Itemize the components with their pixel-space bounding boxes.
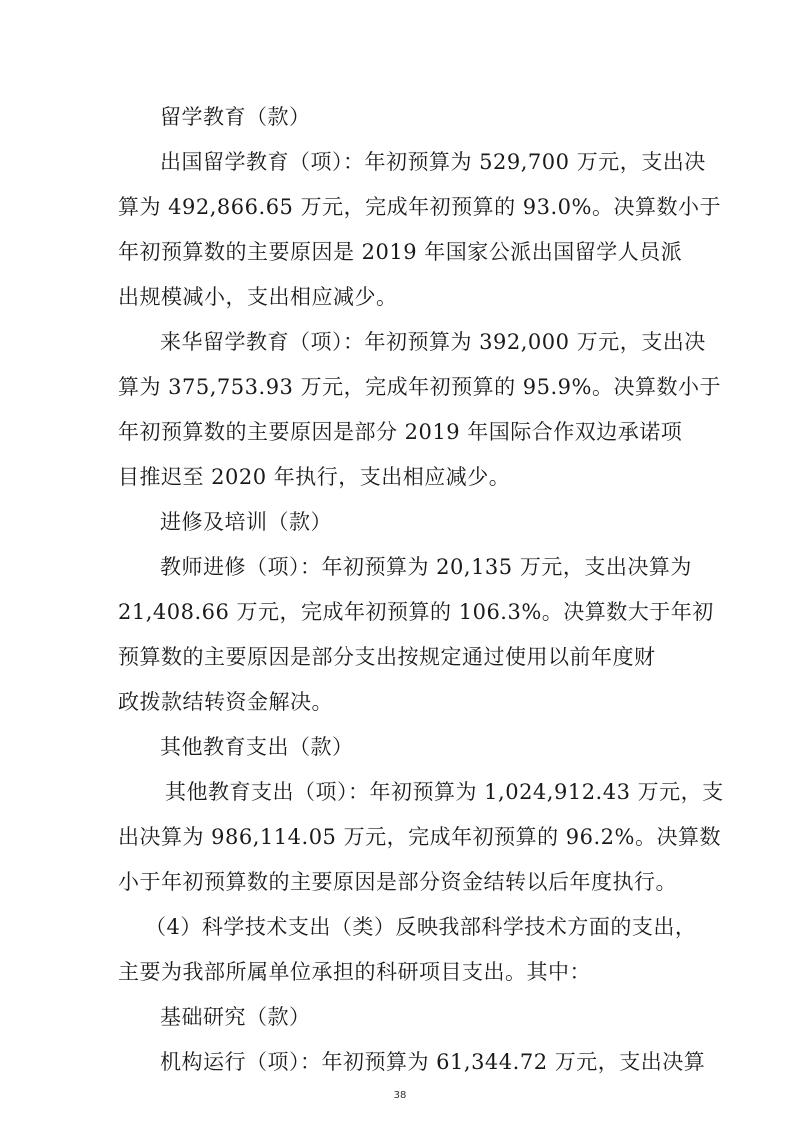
paragraph-line: 年初预算数的主要原因是部分 2019 年国际合作双边承诺项 bbox=[118, 420, 683, 444]
section-heading-training: 进修及培训（款） bbox=[160, 510, 332, 534]
paragraph-line: 机构运行（项）：年初预算为 61,344.72 万元，支出决算 bbox=[160, 1050, 706, 1074]
paragraph-line: 其他教育支出（项）：年初预算为 1,024,912.43 万元，支 bbox=[165, 780, 724, 804]
section-heading-other-education: 其他教育支出（款） bbox=[160, 735, 354, 759]
paragraph-line: 政拨款结转资金解决。 bbox=[118, 690, 333, 714]
paragraph-line: 预算数的主要原因是部分支出按规定通过使用以前年度财 bbox=[118, 645, 656, 669]
section-heading-study-abroad: 留学教育（款） bbox=[160, 105, 311, 129]
section-heading-basic-research: 基础研究（款） bbox=[160, 1005, 311, 1029]
paragraph-line: 21,408.66 万元，完成年初预算的 106.3%。决算数大于年初 bbox=[118, 600, 714, 624]
paragraph-line: 教师进修（项）：年初预算为 20,135 万元，支出决算为 bbox=[160, 555, 692, 579]
paragraph-line: 出决算为 986,114.05 万元，完成年初预算的 96.2%。决算数 bbox=[118, 825, 721, 849]
paragraph-line: 目推迟至 2020 年执行，支出相应减少。 bbox=[118, 465, 511, 489]
paragraph-line: 算为 492,866.65 万元，完成年初预算的 93.0%。决算数小于 bbox=[118, 195, 721, 219]
paragraph-line-science: （4）科学技术支出（类）反映我部科学技术方面的支出， bbox=[145, 915, 697, 939]
paragraph-line: 来华留学教育（项）：年初预算为 392,000 万元，支出决 bbox=[160, 330, 706, 354]
paragraph-line: 主要为我部所属单位承担的科研项目支出。其中： bbox=[118, 960, 591, 984]
page-number: 38 bbox=[393, 1090, 407, 1101]
paragraph-line: 小于年初预算数的主要原因是部分资金结转以后年度执行。 bbox=[118, 870, 677, 894]
paragraph-line: 出国留学教育（项）：年初预算为 529,700 万元，支出决 bbox=[160, 150, 706, 174]
paragraph-line: 算为 375,753.93 万元，完成年初预算的 95.9%。决算数小于 bbox=[118, 375, 721, 399]
paragraph-line: 年初预算数的主要原因是 2019 年国家公派出国留学人员派 bbox=[118, 240, 683, 264]
paragraph-line: 出规模减小，支出相应减少。 bbox=[118, 285, 398, 309]
